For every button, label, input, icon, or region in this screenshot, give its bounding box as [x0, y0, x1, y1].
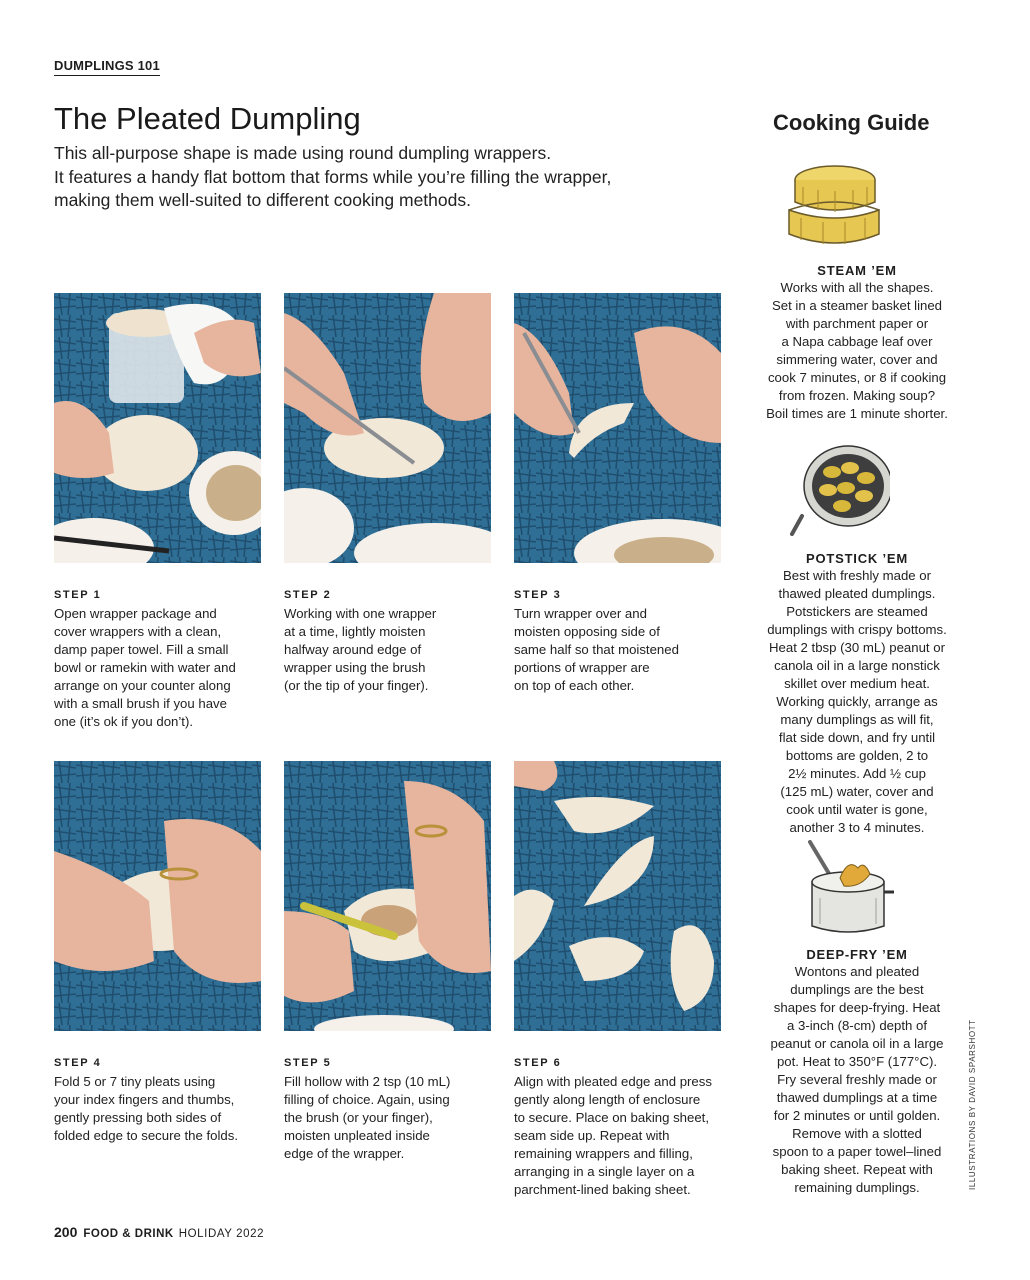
step-line: bowl or ramekin with water and: [54, 660, 236, 675]
step-line: same half so that moistened: [514, 642, 679, 657]
step-description: [54, 1073, 269, 1145]
step-4: [54, 1056, 269, 1145]
method-line: Remove with a slotted: [792, 1126, 922, 1141]
magazine-name: FOOD & DRINK: [83, 1228, 174, 1240]
step-label: STEP 5: [284, 1057, 332, 1069]
step-line: (or the tip of your finger).: [284, 678, 429, 693]
method-line: cook until water is gone,: [786, 802, 928, 817]
method-line: canola oil in a large nonstick: [774, 658, 940, 673]
method-line: thawed pleated dumplings.: [778, 586, 936, 601]
method-description: [752, 963, 962, 1197]
method-line: cook 7 minutes, or 8 if cooking: [767, 370, 947, 385]
step-line: gently pressing both sides of: [54, 1110, 222, 1125]
method-line: Heat 2 tbsp (30 mL) peanut or: [769, 640, 945, 655]
step-line: arrange on your counter along: [54, 678, 231, 693]
step-line: with a small brush if you have: [54, 696, 227, 711]
steamer-basket-icon: [783, 152, 883, 257]
page-number: 200: [54, 1224, 78, 1240]
method-line: thawed dumplings at a time: [776, 1090, 938, 1105]
step-line: parchment-lined baking sheet.: [514, 1182, 691, 1197]
method-line: baking sheet. Repeat with: [781, 1162, 933, 1177]
step-1: [54, 588, 269, 731]
method-line: Working quickly, arrange as: [776, 694, 938, 709]
step-line: gently along length of enclosure: [514, 1092, 701, 1107]
page-title: The Pleated Dumpling: [54, 101, 361, 136]
method-line: Works with all the shapes.: [780, 280, 934, 295]
method-line: Boil times are 1 minute shorter.: [766, 406, 948, 421]
method-line: dumplings are the best: [790, 982, 924, 997]
step-line: wrapper using the brush: [284, 660, 426, 675]
method-line: Fry several freshly made or: [777, 1072, 937, 1087]
deep-fry-method: [752, 946, 962, 1197]
step-6: [514, 1056, 729, 1199]
step-line: Working with one wrapper: [284, 606, 437, 621]
method-line: remaining dumplings.: [794, 1180, 920, 1195]
step-line: moisten unpleated inside: [284, 1128, 430, 1143]
method-line: simmering water, cover and: [776, 352, 938, 367]
intro-line: making them well-suited to different cooking methods.: [54, 190, 471, 210]
step-line: Fill hollow with 2 tsp (10 mL): [284, 1074, 451, 1089]
method-line: another 3 to 4 minutes.: [789, 820, 925, 835]
method-line: 2½ minutes. Add ½ cup: [788, 766, 926, 781]
method-line: a 3-inch (8-cm) depth of: [787, 1018, 927, 1033]
step-description: [54, 605, 269, 731]
step-label: STEP 6: [514, 1057, 562, 1069]
step-4-photo: [54, 761, 261, 1031]
method-heading: STEAM ’EM: [817, 263, 897, 278]
method-line: bottoms are golden, 2 to: [785, 748, 929, 763]
intro-text: [54, 142, 714, 213]
step-line: Turn wrapper over and: [514, 606, 647, 621]
step-1-photo: [54, 293, 261, 563]
step-label: STEP 4: [54, 1057, 102, 1069]
method-line: Best with freshly made or: [782, 568, 932, 583]
method-line: Set in a steamer basket lined: [771, 298, 943, 313]
step-6-photo: [514, 761, 721, 1031]
method-line: from frozen. Making soup?: [778, 388, 936, 403]
step-label: STEP 3: [514, 589, 562, 601]
step-line: folded edge to secure the folds.: [54, 1128, 239, 1143]
step-description: [284, 605, 499, 695]
section-label: DUMPLINGS 101: [54, 58, 160, 76]
step-line: Align with pleated edge and press: [514, 1074, 712, 1089]
step-line: seam side up. Repeat with: [514, 1128, 670, 1143]
step-3: [514, 588, 729, 695]
step-line: edge of the wrapper.: [284, 1146, 405, 1161]
step-line: remaining wrappers and filling,: [514, 1146, 693, 1161]
method-line: shapes for deep-frying. Heat: [773, 1000, 941, 1015]
step-description: [514, 605, 729, 695]
step-3-photo: [514, 293, 721, 563]
method-description: [752, 567, 962, 837]
step-line: portions of wrapper are: [514, 660, 650, 675]
step-5: [284, 1056, 499, 1163]
potstick-method: [752, 550, 962, 837]
step-5-photo: [284, 761, 491, 1031]
step-line: one (it’s ok if you don’t).: [54, 714, 194, 729]
page-footer: [54, 1224, 264, 1242]
step-line: cover wrappers with a clean,: [54, 624, 222, 639]
steam-method: [752, 262, 962, 423]
method-line: a Napa cabbage leaf over: [781, 334, 933, 349]
step-label: STEP 2: [284, 589, 332, 601]
step-2-photo: [284, 293, 491, 563]
method-line: skillet over medium heat.: [784, 676, 930, 691]
method-line: dumplings with crispy bottoms.: [767, 622, 947, 637]
intro-line: This all-purpose shape is made using round dumpling wrappers.: [54, 143, 552, 163]
method-line: flat side down, and fry until: [778, 730, 936, 745]
cooking-guide-title: Cooking Guide: [773, 110, 930, 135]
step-line: Open wrapper package and: [54, 606, 217, 621]
method-line: spoon to a paper towel–lined: [772, 1144, 942, 1159]
method-line: for 2 minutes or until golden.: [773, 1108, 941, 1123]
step-line: halfway around edge of: [284, 642, 422, 657]
fryer-pot-icon: [800, 838, 896, 943]
method-heading: DEEP-FRY ’EM: [806, 947, 908, 962]
step-label: STEP 1: [54, 589, 102, 601]
step-line: arranging in a single layer on a: [514, 1164, 695, 1179]
method-line: (125 mL) water, cover and: [780, 784, 934, 799]
illustration-credit: ILLUSTRATIONS BY DAVID SPARSHOTT: [968, 1019, 977, 1190]
method-line: peanut or canola oil in a large: [770, 1036, 944, 1051]
step-line: at a time, lightly moisten: [284, 624, 426, 639]
step-line: moisten opposing side of: [514, 624, 660, 639]
method-description: [752, 279, 962, 423]
step-line: the brush (or your finger),: [284, 1110, 433, 1125]
method-line: Wontons and pleated: [794, 964, 920, 979]
step-line: on top of each other.: [514, 678, 635, 693]
step-line: damp paper towel. Fill a small: [54, 642, 229, 657]
method-line: Potstickers are steamed: [786, 604, 928, 619]
step-description: [284, 1073, 499, 1163]
method-line: pot. Heat to 350°F (177°C).: [776, 1054, 938, 1069]
skillet-icon: [790, 438, 890, 543]
method-heading: POTSTICK ’EM: [805, 551, 909, 566]
issue-label: HOLIDAY 2022: [178, 1228, 265, 1240]
step-line: to secure. Place on baking sheet,: [514, 1110, 710, 1125]
step-2: [284, 588, 499, 695]
intro-line: It features a handy flat bottom that forms while you’re filling the wrapper,: [54, 166, 612, 187]
method-line: with parchment paper or: [785, 316, 929, 331]
step-line: Fold 5 or 7 tiny pleats using: [54, 1074, 216, 1089]
method-line: many dumplings as will fit,: [780, 712, 934, 727]
step-line: your index fingers and thumbs,: [54, 1092, 235, 1107]
step-line: filling of choice. Again, using: [284, 1092, 450, 1107]
step-description: [514, 1073, 729, 1199]
